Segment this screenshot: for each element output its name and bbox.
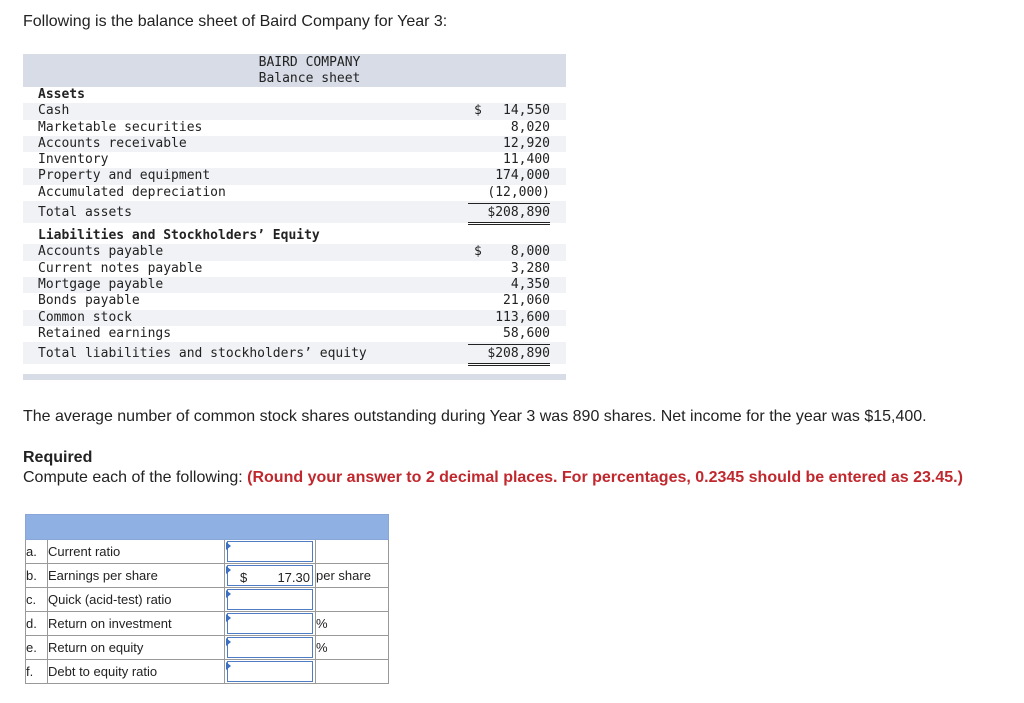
required-section (23, 448, 963, 488)
balance-row-label: Cash (38, 103, 70, 119)
input-marker-icon (226, 662, 231, 670)
balance-row (23, 326, 566, 342)
liabilities-heading-row (23, 228, 566, 244)
balance-sheet-footer-bar (23, 374, 566, 380)
answer-input-cell (225, 588, 316, 612)
answer-letter: e. (26, 636, 48, 660)
balance-sheet (23, 54, 566, 380)
assets-heading: Assets (38, 87, 85, 102)
answer-input[interactable] (227, 565, 313, 586)
balance-row-value (468, 326, 550, 343)
balance-row-label: Current notes payable (38, 260, 203, 276)
balance-row-label: Common stock (38, 309, 132, 325)
answer-table-header (26, 515, 389, 540)
answer-unit (316, 588, 389, 612)
input-marker-icon (226, 542, 231, 550)
balance-row-value (468, 185, 550, 202)
answer-input-cell (225, 540, 316, 564)
answer-input[interactable] (227, 541, 313, 562)
total-liabilities-label: Total liabilities and stockholders’ equity (38, 346, 367, 362)
answer-letter: a. (26, 540, 48, 564)
answer-label: Current ratio (48, 540, 225, 564)
answer-value: 17.30 (277, 570, 310, 585)
balance-row-label: Retained earnings (38, 325, 172, 341)
balance-row (23, 168, 566, 184)
shares-paragraph: The average number of common stock shares outstanding during Year 3 was 890 shares. Net income for the year was $15,400. (23, 408, 927, 425)
answer-row (26, 564, 389, 588)
balance-row-value (468, 120, 550, 136)
answer-table (25, 514, 389, 684)
answer-letter: c. (26, 588, 48, 612)
assets-heading-row (23, 87, 566, 103)
balance-row (23, 261, 566, 277)
balance-row (23, 136, 566, 152)
liabilities-heading: Liabilities and Stockholders’ Equity (38, 228, 320, 244)
amount: 8,000 (510, 244, 550, 260)
balance-row-value (468, 277, 550, 293)
answer-input[interactable] (227, 589, 313, 610)
balance-row-value (468, 261, 550, 277)
balance-row-label: Accounts receivable (38, 135, 187, 151)
balance-row-value (468, 103, 550, 119)
balance-sheet-header (23, 54, 566, 87)
total-assets-label: Total assets (38, 205, 132, 221)
answer-label: Earnings per share (48, 564, 225, 588)
input-marker-icon (226, 566, 231, 574)
answer-unit (316, 660, 389, 684)
amount: 12,920 (503, 135, 550, 151)
balance-row-label: Mortgage payable (38, 276, 164, 292)
balance-row (23, 185, 566, 201)
answer-label: Return on equity (48, 636, 225, 660)
dollar-sign: $ (474, 103, 482, 119)
input-marker-icon (226, 590, 231, 598)
answer-row (26, 540, 389, 564)
answer-unit: per share (316, 564, 389, 588)
answer-unit: % (316, 636, 389, 660)
answer-input[interactable] (227, 613, 313, 634)
answer-label: Return on investment (48, 612, 225, 636)
input-marker-icon (226, 638, 231, 646)
answer-row (26, 636, 389, 660)
amount: 174,000 (495, 168, 550, 184)
answer-row (26, 612, 389, 636)
amount: 8,020 (510, 119, 550, 135)
balance-row-label: Property and equipment (38, 168, 211, 184)
intro-text: Following is the balance sheet of Baird Company for Year 3: (23, 13, 448, 30)
total-assets-row (23, 201, 566, 223)
balance-row-label: Accounts payable (38, 244, 164, 260)
balance-row-label: Accumulated depreciation (38, 184, 226, 200)
total-liabilities-value: $208,890 (468, 344, 550, 366)
balance-row-label: Bonds payable (38, 293, 140, 309)
dollar-sign: $ (474, 244, 482, 260)
answer-letter: d. (26, 612, 48, 636)
balance-row-value (468, 136, 550, 152)
amount: 4,350 (510, 276, 550, 292)
amount: (12,000) (487, 184, 550, 200)
answer-input-cell (225, 636, 316, 660)
total-assets-value: $208,890 (468, 203, 550, 225)
balance-row (23, 152, 566, 168)
answer-input-cell (225, 564, 316, 588)
balance-row-label: Inventory (38, 152, 109, 168)
input-marker-icon (226, 614, 231, 622)
required-instruction: Compute each of the following: (23, 469, 248, 486)
answer-input-cell (225, 660, 316, 684)
balance-row (23, 120, 566, 136)
balance-row-value (468, 244, 550, 260)
answer-input-cell (225, 612, 316, 636)
amount: 14,550 (503, 103, 550, 119)
balance-row (23, 244, 566, 260)
answer-input[interactable] (227, 637, 313, 658)
answer-unit: % (316, 612, 389, 636)
balance-row (23, 310, 566, 326)
company-name: BAIRD COMPANY (258, 55, 361, 70)
balance-row-value (468, 293, 550, 309)
amount: 58,600 (503, 325, 550, 341)
answer-label: Quick (acid-test) ratio (48, 588, 225, 612)
sheet-subtitle: Balance sheet (258, 71, 361, 86)
required-instruction-line (23, 468, 963, 488)
answer-dollar: $ (240, 570, 248, 585)
balance-row-value (468, 152, 550, 168)
required-heading: Required (23, 449, 93, 466)
total-liabilities-row (23, 342, 566, 364)
balance-row (23, 293, 566, 309)
balance-row-value (468, 310, 550, 326)
balance-row-label: Marketable securities (38, 119, 203, 135)
amount: 3,280 (510, 260, 550, 276)
answer-row (26, 588, 389, 612)
answer-row (26, 660, 389, 684)
answer-label: Debt to equity ratio (48, 660, 225, 684)
balance-row (23, 103, 566, 119)
answer-input[interactable] (227, 661, 313, 682)
amount: 113,600 (495, 309, 550, 325)
answer-unit (316, 540, 389, 564)
answer-letter: b. (26, 564, 48, 588)
amount: 21,060 (503, 293, 550, 309)
balance-row-value (468, 168, 550, 184)
rounding-note: (Round your answer to 2 decimal places. For percentages, 0.2345 should be entered as 23.45.) (247, 469, 963, 486)
balance-row (23, 277, 566, 293)
answer-letter: f. (26, 660, 48, 684)
amount: 11,400 (503, 152, 550, 168)
